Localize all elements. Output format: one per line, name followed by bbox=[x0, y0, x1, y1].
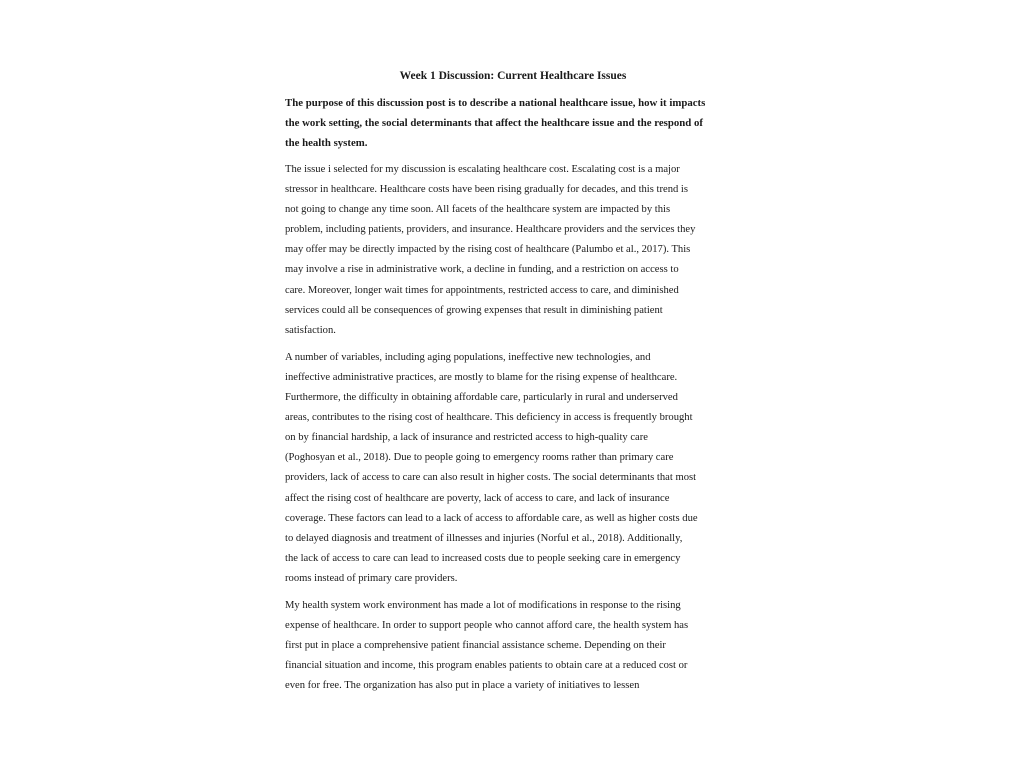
text-line: not going to change any time soon. All facets of the healthcare system are impacted by this bbox=[285, 204, 671, 216]
text-line: (Poghosyan et al., 2018). Due to people going to emergency rooms rather than primary care bbox=[285, 452, 674, 464]
document-title: Week 1 Discussion: Current Healthcare Issues bbox=[399, 70, 627, 82]
text-line: Furthermore, the difficulty in obtaining affordable care, particularly in rural and underserved bbox=[285, 392, 678, 404]
text-line: satisfaction. bbox=[285, 324, 336, 336]
text-line: on by financial hardship, a lack of insurance and restricted access to high-quality care bbox=[285, 432, 648, 444]
text-line: problem, including patients, providers, and insurance. Healthcare providers and the services they bbox=[285, 224, 696, 236]
text-line: may offer may be directly impacted by the rising cost of healthcare (Palumbo et al., 2017). This bbox=[285, 244, 691, 256]
purpose-statement bbox=[285, 93, 741, 153]
purpose-line: the work setting, the social determinants that affect the healthcare issue and the respond of bbox=[285, 117, 703, 129]
text-line: My health system work environment has made a lot of modifications in response to the rising bbox=[285, 599, 681, 611]
text-line: coverage. These factors can lead to a lack of access to affordable care, as well as higher costs due bbox=[285, 512, 698, 524]
text-line: areas, contributes to the rising cost of healthcare. This deficiency in access is frequently brought bbox=[285, 412, 693, 424]
paragraph-health-system bbox=[285, 596, 741, 696]
text-line: stressor in healthcare. Healthcare costs have been rising gradually for decades, and this trend is bbox=[285, 184, 689, 196]
text-line: services could all be consequences of growing expenses that result in diminishing patient bbox=[285, 304, 663, 316]
text-line: first put in place a comprehensive patient financial assistance scheme. Depending on their bbox=[285, 640, 666, 652]
text-line: may involve a rise in administrative work, a decline in funding, and a restriction on access to bbox=[285, 264, 679, 276]
paragraph-determinants bbox=[285, 348, 741, 589]
document-body bbox=[285, 66, 741, 703]
text-line: financial situation and income, this program enables patients to obtain care at a reduced cost or bbox=[285, 660, 688, 672]
text-line: The issue i selected for my discussion is escalating healthcare cost. Escalating cost is a major bbox=[285, 164, 680, 175]
text-line: to delayed diagnosis and treatment of illnesses and injuries (Norful et al., 2018). Additionally, bbox=[285, 532, 683, 544]
purpose-line: The purpose of this discussion post is to describe a national healthcare issue, how it impacts bbox=[285, 97, 706, 109]
text-line: affect the rising cost of healthcare are poverty, lack of access to care, and lack of insurance bbox=[285, 492, 670, 504]
text-line: ineffective administrative practices, are mostly to blame for the rising expense of healthcare. bbox=[285, 371, 678, 383]
text-line: expense of healthcare. In order to support people who cannot afford care, the health system has bbox=[285, 620, 689, 632]
paragraph-issue bbox=[285, 160, 741, 341]
purpose-line: the health system. bbox=[285, 137, 368, 149]
text-line: even for free. The organization has also put in place a variety of initiatives to lessen bbox=[285, 680, 640, 692]
text-line: providers, lack of access to care can also result in higher costs. The social determinants that most bbox=[285, 472, 697, 484]
text-line: rooms instead of primary care providers. bbox=[285, 572, 458, 584]
text-line: A number of variables, including aging populations, ineffective new technologies, and bbox=[285, 351, 651, 363]
text-line: care. Moreover, longer wait times for appointments, restricted access to care, and diminished bbox=[285, 284, 679, 296]
text-line: the lack of access to care can lead to increased costs due to people seeking care in emergency bbox=[285, 552, 681, 564]
